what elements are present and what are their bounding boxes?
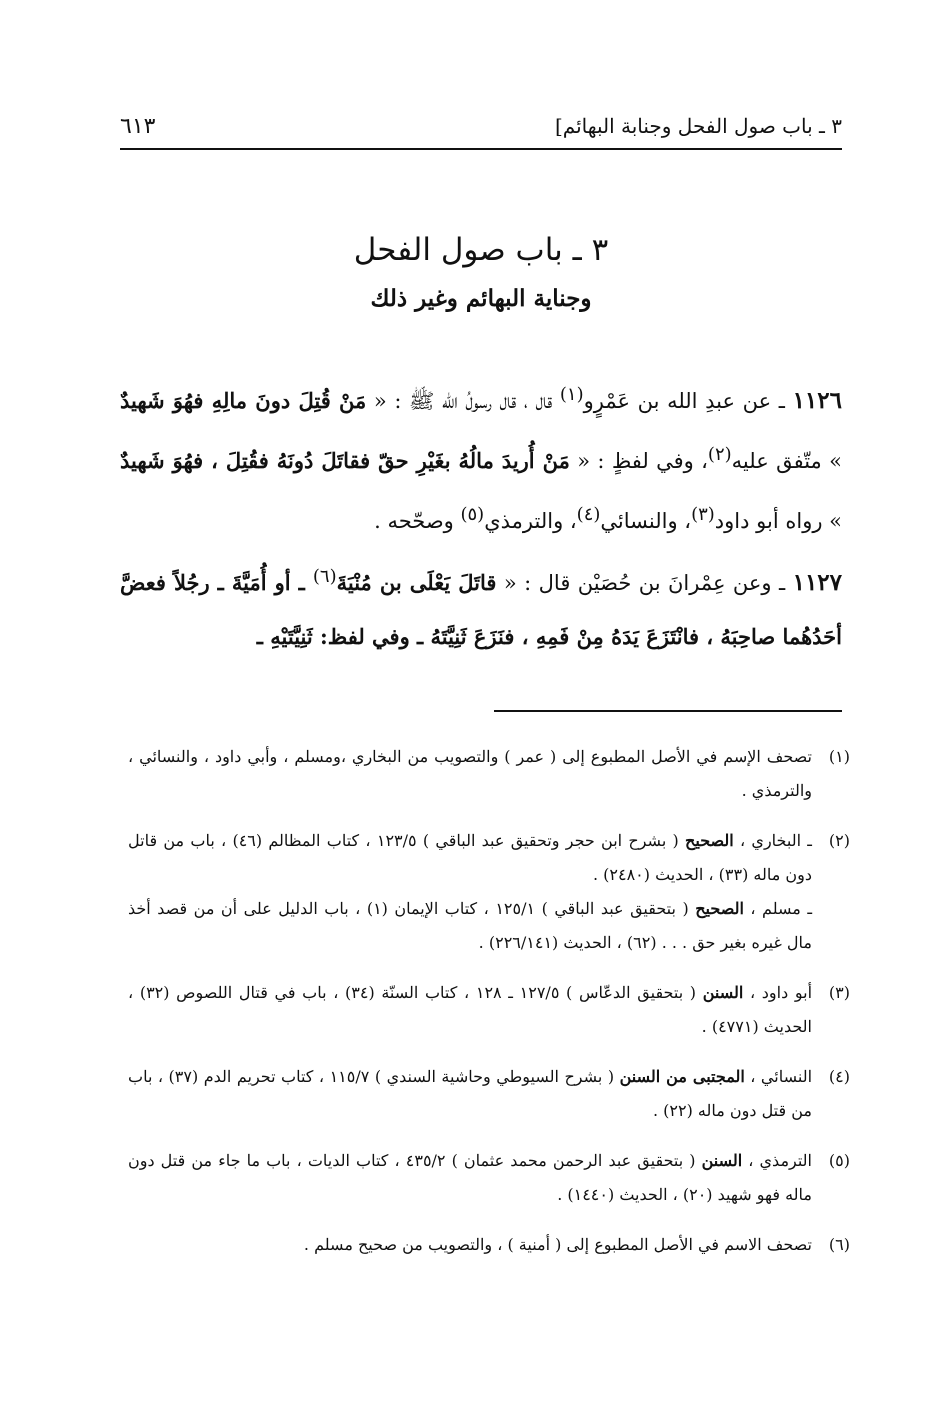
hadith-text: ، والترمذي [484, 509, 577, 533]
footnote-number: (٢) [828, 831, 850, 850]
footnote-text [128, 824, 812, 892]
hadith-text: وصحّحه . [374, 509, 461, 533]
footnote-fragment: ـ مسلم ، [743, 899, 813, 918]
footnote-item [128, 1144, 850, 1212]
running-header [120, 108, 842, 144]
footnote-fragment: النسائي ، [744, 1067, 813, 1086]
header-rule [120, 148, 842, 150]
book-title: السنن [701, 1151, 743, 1170]
footnote-separator [494, 710, 842, 712]
hadith-quote: مَنْ أُريدَ مالُهُ بغَيْرِ حقّ فقاتَلَ دُونَهُ فقُتِلَ ، فهُوَ شَهيدٌ [120, 448, 570, 473]
footnote-ref: (١) [559, 384, 584, 405]
running-header-title: ٣ ـ باب صول الفحل وجنابة البهائم] [554, 114, 842, 138]
footnote-fragment: أبو داود ، [743, 983, 813, 1002]
footnote-fragment: ( بتحقيق عبد الرحمن محمد عثمان ) ٤٣٥/٢ ، كتاب الديات ، باب ما جاء من قتل دون ماله فهو شهيد (٢٠) ، الحديث (١٤٤٠) . [128, 1151, 812, 1204]
hadith-quote: مَنْ قُتِلَ دونَ مالِهِ فهُوَ شَهيدٌ [120, 388, 367, 413]
book-title: الصحيح [685, 831, 734, 850]
hadith-paragraph [120, 550, 842, 664]
hadith-number: ١١٢٧ [792, 569, 843, 596]
footnote-ref: (٢) [707, 444, 732, 465]
footnote-item [128, 976, 850, 1044]
hadith-quote: ـ أو أُمَيَّةَ ـ رجُلاً فعضَّ أحَدُهُما صاحِبَهُ ، فانْتَزَعَ يَدَهُ مِنْ فَمِهِ ، فنَزَعَ ثَنِيَّتَهُ ـ وفي لفظ: ثَنِيَّتَيْهِ ـ [120, 570, 842, 649]
hadith-text: قال ، قال رسولُ الله ﷺ : « [366, 389, 560, 413]
page-number: ٦١٣ [120, 113, 156, 139]
chapter-subtitle: وجناية البهائم وغير ذلك [370, 285, 592, 312]
book-title: المجتبى من السنن [619, 1067, 745, 1086]
hadith-text: ـ عن عبدِ الله بن عَمْرٍو [583, 389, 793, 413]
footnote-number: (٦) [828, 1235, 850, 1254]
footnote-item [128, 1060, 850, 1128]
chapter-title: ٣ ـ باب صول الفحل [353, 232, 609, 268]
book-title: الصحيح [695, 899, 744, 918]
footnote-number: (٣) [828, 983, 850, 1002]
footnote-text: تصحف الاسم في الأصل المطبوع إلى ( أمنية ) ، والتصويب من صحيح مسلم . [303, 1235, 812, 1254]
hadith-paragraph [120, 368, 842, 548]
hadith-number: ١١٢٦ [792, 387, 842, 414]
hadith-quote: قاتَلَ يَعْلَى بن مُنْيَةَ [336, 570, 497, 595]
footnotes [128, 740, 850, 1278]
footnote-fragment: الترمذي ، [742, 1151, 813, 1170]
footnote-item [128, 824, 850, 960]
footnote-text [128, 1060, 812, 1128]
footnote-number: (٤) [828, 1067, 850, 1086]
footnote-number: (١) [828, 747, 850, 766]
footnote-ref: (٤) [576, 504, 601, 525]
footnote-number: (٥) [828, 1151, 850, 1170]
hadith-text: ـ وعن عِمْرانَ بن حُصَيْن قال : « [496, 571, 793, 595]
footnote-text [128, 892, 812, 960]
footnote-fragment: ( بتحقيق الدعّاس ) ١٢٧/٥ ـ ١٢٨ ، كتاب السنّة (٣٤) ، باب في قتال اللصوص (٣٢) ، الحديث (٤٧٧١) . [128, 983, 812, 1036]
footnote-text [128, 1144, 812, 1212]
footnote-item [128, 740, 850, 808]
book-title: السنن [702, 983, 744, 1002]
footnote-ref: (٦) [312, 566, 337, 587]
hadith-text: » رواه أبو داود [714, 509, 842, 533]
hadith-text: ، وفي لفظٍ : « [569, 449, 708, 473]
footnote-fragment: ( بشرح السيوطي وحاشية السندي ) ١١٥/٧ ، كتاب تحريم الدم (٣٧) ، باب من قتل دون ماله (٢٢) . [128, 1067, 812, 1120]
hadith-text: » متّفق عليه [731, 449, 842, 473]
footnote-item [128, 1228, 850, 1262]
footnote-fragment: ـ البخاري ، [733, 831, 812, 850]
footnote-text: تصحف الإسم في الأصل المطبوع إلى ( عمر ) والتصويب من البخاري ،ومسلم ، وأبي داود ، والنسائي ، والترمذي . [128, 747, 812, 800]
footnote-ref: (٣) [691, 504, 715, 525]
footnote-ref: (٥) [460, 504, 485, 525]
hadith-text: ، والنسائي [600, 509, 692, 533]
footnote-text [128, 976, 812, 1044]
footnote-fragment: ( بتحقيق عبد الباقي ) ١٢٥/١ ، كتاب الإيمان (١) ، باب الدليل على أن من قصد أخذ مال غيره بغير حق . . . (٦٢) ، الحديث (٢٢٦/١٤١) . [128, 899, 812, 952]
footnote-fragment: ( بشرح ابن حجر وتحقيق عبد الباقي ) ١٢٣/٥ ، كتاب المظالم (٤٦) ، باب من قاتل دون ماله (٣٣) ، الحديث (٢٤٨٠) . [128, 831, 812, 884]
